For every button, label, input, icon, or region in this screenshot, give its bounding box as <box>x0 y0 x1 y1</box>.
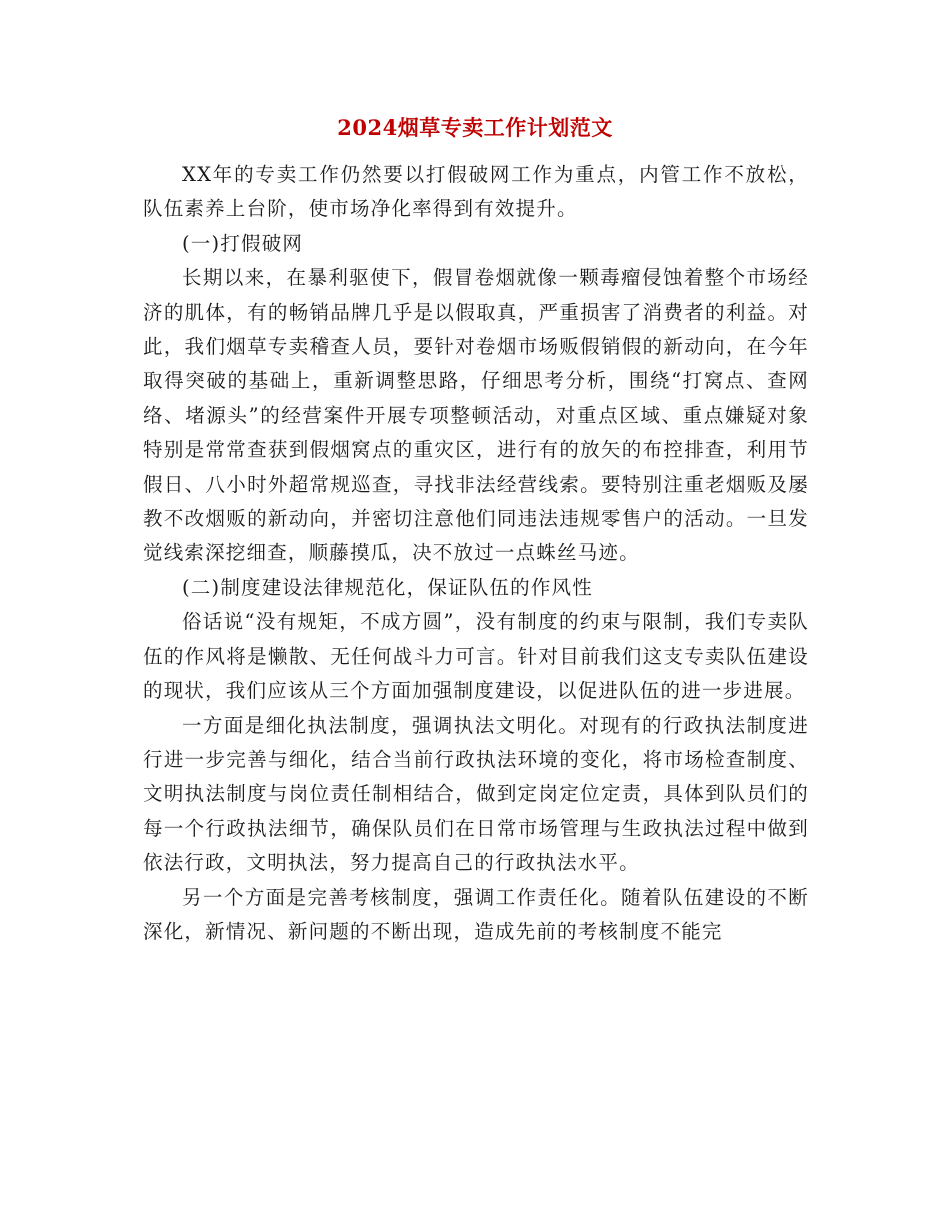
paragraph-assessment-system: 另一个方面是完善考核制度，强调工作责任化。随着队伍建设的不断深化，新情况、新问题的不断出现，造成先前的考核制度不能完 <box>143 885 809 943</box>
document-body <box>143 158 809 949</box>
document-title: 2024烟草专卖工作计划范文 <box>337 115 613 140</box>
section-heading-anti-counterfeit: (一)打假破网 <box>182 231 304 255</box>
paragraph-anti-counterfeit: 长期以来，在暴利驱使下，假冒卷烟就像一颗毒瘤侵蚀着整个市场经济的肌体，有的畅销品牌几乎是以假取真，严重损害了消费者的利益。对此，我们烟草专卖稽查人员，要针对卷烟市场贩假销假的新动向，在今年取得突破的基础上，重新调整思路，仔细思考分析，围绕“打窝点、查网络、堵源头”的经营案件开展专项整顿活动，对重点区域、重点嫌疑对象特别是常常查获到假烟窝点的重灾区，进行有的放矢的布控排查，利用节假日、八小时外超常规巡查，寻找非法经营线索。要特别注重老烟贩及屡教不改烟贩的新动向，并密切注意他们同违法违规零售户的活动。一旦发觉线索深挖细查，顺藤摸瓜，决不放过一点蛛丝马迹。 <box>143 266 809 565</box>
section-heading-system-building: (二)制度建设法律规范化，保证队伍的作风性 <box>182 575 593 599</box>
paragraph-system-building: 俗话说“没有规矩，不成方圆”，没有制度的约束与限制，我们专卖队伍的作风将是懒散、无任何战斗力可言。针对目前我们这支专卖队伍建设的现状，我们应该从三个方面加强制度建设，以促进队伍的进一步进展。 <box>143 610 809 703</box>
paragraph-enforcement-system: 一方面是细化执法制度，强调执法文明化。对现有的行政执法制度进行进一步完善与细化，结合当前行政执法环境的变化，将市场检查制度、文明执法制度与岗位责任制相结合，做到定岗定位定责，具体到队员们的每一个行政执法细节，确保队员们在日常市场管理与生政执法过程中做到依法行政，文明执法，努力提高自己的行政执法水平。 <box>143 713 809 875</box>
paragraph-intro: XX年的专卖工作仍然要以打假破网工作为重点，内管工作不放松，队伍素养上台阶，使市场净化率得到有效提升。 <box>143 163 809 221</box>
